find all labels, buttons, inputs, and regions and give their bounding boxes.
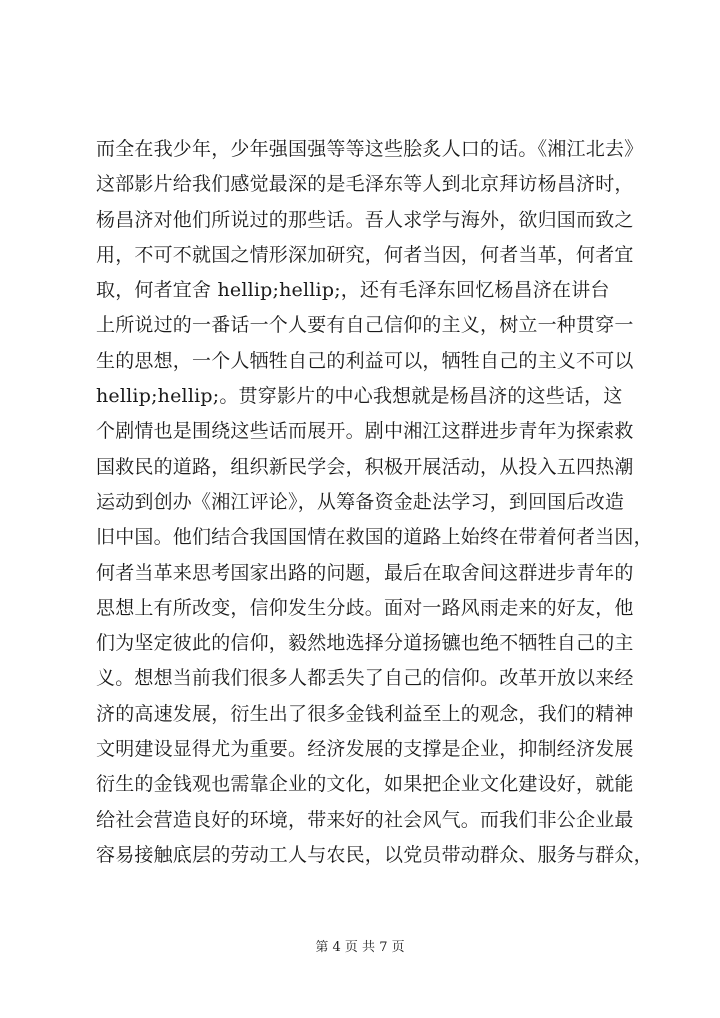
text-line: 运动到创办《湘江评论》，从筹备资金赴法学习，到回国后改造 [96,490,625,513]
text-line: 个剧情也是围绕这些话而展开。剧中湘江这群进步青年为探索救 [96,420,634,443]
text-line: 用，不可不就国之情形深加研究，何者当因，何者当革，何者宜 [96,243,634,266]
text-line: 文明建设显得尤为重要。经济发展的支撑是企业，抑制经济发展 [96,738,634,761]
page-number-footer: 第 4 页 共 7 页 [315,940,405,955]
text-line: 上所说过的一番话一个人要有自己信仰的主义，树立一种贯穿一 [96,314,634,337]
text-line: 们为坚定彼此的信仰，毅然地选择分道扬镳也绝不牺牲自己的主 [96,632,634,655]
body-text [96,132,656,873]
text-line: hellip;hellip;。贯穿影片的中心我想就是杨昌济的这些话，这 [96,385,623,408]
text-line: 衍生的金钱观也需靠企业的文化，如果把企业文化建设好，就能 [96,773,634,796]
text-line: 取，何者宜舍 hellip;hellip;，还有毛泽东回忆杨昌济在讲台 [96,279,610,302]
text-line: 杨昌济对他们所说过的那些话。吾人求学与海外，欲归国而致之 [96,208,634,231]
text-line: 何者当革来思考国家出路的问题，最后在取舍间这群进步青年的 [96,561,634,584]
text-line: 义。想想当前我们很多人都丢失了自己的信仰。改革开放以来经 [96,667,634,690]
text-line: 生的思想，一个人牺牲自己的利益可以，牺牲自己的主义不可以 [96,349,634,372]
text-line: 旧中国。他们结合我国国情在救国的道路上始终在带着何者当因， [96,526,653,549]
text-line: 济的高速发展，衍生出了很多金钱利益至上的观念，我们的精神 [96,702,634,725]
text-line: 思想上有所改变，信仰发生分歧。面对一路风雨走来的好友，他 [96,596,634,619]
text-line: 这部影片给我们感觉最深的是毛泽东等人到北京拜访杨昌济时， [96,173,634,196]
text-line: 国救民的道路，组织新民学会，积极开展活动，从投入五四热潮 [96,455,634,478]
text-line: 给社会营造良好的环境，带来好的社会风气。而我们非公企业最 [96,808,634,831]
text-line: 而全在我少年，少年强国强等等这些脍炙人口的话。《湘江北去》 [96,138,644,160]
text-line: 容易接触底层的劳动工人与农民，以党员带动群众、服务与群众， [96,843,653,866]
